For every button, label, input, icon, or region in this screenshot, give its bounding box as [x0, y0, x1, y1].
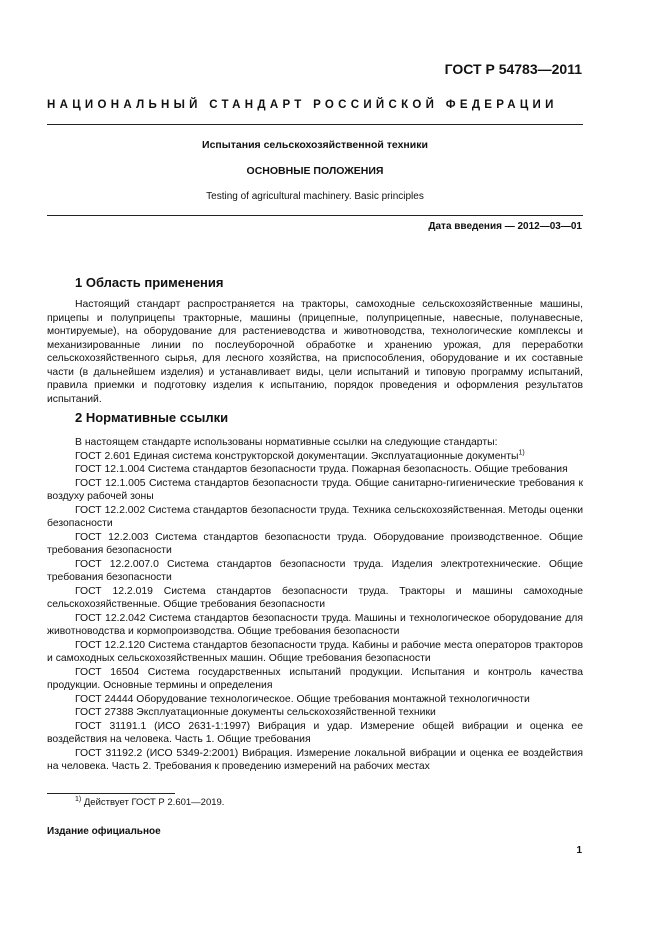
references-intro: В настоящем стандарте использованы нормативные ссылки на следующие стандарты:: [75, 437, 498, 448]
introduction-date: Дата введения — 2012—03—01: [428, 221, 582, 232]
reference-text: ГОСТ 2.601 Единая система конструкторской документации. Эксплуатационные документы: [75, 450, 519, 462]
footnote: [75, 797, 224, 808]
reference-item: ГОСТ 12.2.002 Система стандартов безопасности труда. Техника сельскохозяйственная. Методы оценки безопасности: [47, 504, 583, 529]
section-2-heading: 2 Нормативные ссылки: [75, 410, 229, 425]
reference-item: ГОСТ 12.1.005 Система стандартов безопасности труда. Общие санитарно-гигиенические требования к воздуху рабочей зоны: [47, 477, 583, 502]
title-russian: Испытания сельскохозяйственной техники: [202, 139, 428, 151]
reference-item: ГОСТ 31192.2 (ИСО 5349-2:2001) Вибрация. Измерение локальной вибрации и оценка ее воздействия на человека. Часть 2. Требования к проведению измерений на рабочих местах: [47, 747, 583, 772]
section-1-paragraph: Настоящий стандарт распространяется на тракторы, самоходные сельскохозяйственные машины, прицепы и полуприцепы тракторные, машины (прицепные, полуприцепные, навесные, полунавесные, монтируемые), на оборудование для растениеводства и животноводства, технологические комплексы и механизированные линии по послеуборочной обработке и хранению урожая, для переработки сельскохозяйственного сырья, для лесного хозяйства, на приспособления, оборудование и их составные части (в дальнейшем изделия) и устанавливает виды, цели испытаний и типовую программу испытаний, правила приемки и подготовку изделия к испытанию, порядок проведения и оформления результатов испытаний.: [47, 299, 583, 405]
title-english: Testing of agricultural machinery. Basic principles: [206, 191, 424, 202]
reference-item: ГОСТ 12.2.007.0 Система стандартов безопасности труда. Изделия электротехнические. Общие требования безопасности: [47, 558, 583, 583]
header-divider-bottom: [47, 215, 583, 216]
reference-item: ГОСТ 12.2.003 Система стандартов безопасности труда. Оборудование производственное. Общие требования безопасности: [47, 531, 583, 556]
reference-item: ГОСТ 27388 Эксплуатационные документы сельскохозяйственной техники: [75, 707, 436, 718]
footnote-divider: [47, 793, 175, 794]
footnote-marker: 1): [75, 795, 82, 803]
section-2-body: [47, 436, 583, 774]
reference-item: ГОСТ 12.2.120 Система стандартов безопасности труда. Кабины и рабочие места операторов тракторов и самоходных сельскохозяйственных машин. Общие требования безопасности: [47, 639, 583, 664]
reference-item: ГОСТ 12.2.019 Система стандартов безопасности труда. Тракторы и машины самоходные сельскохозяйственные. Общие требования безопасности: [47, 585, 583, 610]
header-divider-top: [47, 124, 583, 125]
footnote-marker: 1): [518, 449, 525, 457]
document-number: ГОСТ Р 54783—2011: [444, 61, 582, 77]
reference-item: ГОСТ 12.2.042 Система стандартов безопасности труда. Машины и технологическое оборудование для животноводства и кормопроизводства. Общие требования безопасности: [47, 612, 583, 637]
title-main: ОСНОВНЫЕ ПОЛОЖЕНИЯ: [246, 165, 384, 177]
section-1-heading: 1 Область применения: [75, 275, 224, 290]
footnote-text: Действует ГОСТ Р 2.601—2019.: [83, 797, 225, 808]
page-number: 1: [576, 845, 582, 856]
reference-item: ГОСТ 16504 Система государственных испытаний продукции. Испытания и контроль качества продукции. Основные термины и определения: [47, 666, 583, 691]
reference-item: ГОСТ 12.1.004 Система стандартов безопасности труда. Пожарная безопасность. Общие требования: [75, 464, 568, 475]
reference-item: ГОСТ 24444 Оборудование технологическое. Общие требования монтажной технологичности: [75, 693, 530, 705]
section-1-body: [47, 298, 583, 406]
reference-item: ГОСТ 31191.1 (ИСО 2631-1:1997) Вибрация и удар. Измерение общей вибрации и оценка ее воздействия на человека. Часть 1. Общие требования: [47, 720, 583, 745]
edition-label: Издание официальное: [47, 826, 161, 837]
standard-type-heading: НАЦИОНАЛЬНЫЙ СТАНДАРТ РОССИЙСКОЙ ФЕДЕРАЦИИ: [47, 99, 558, 111]
reference-item: [47, 450, 583, 464]
